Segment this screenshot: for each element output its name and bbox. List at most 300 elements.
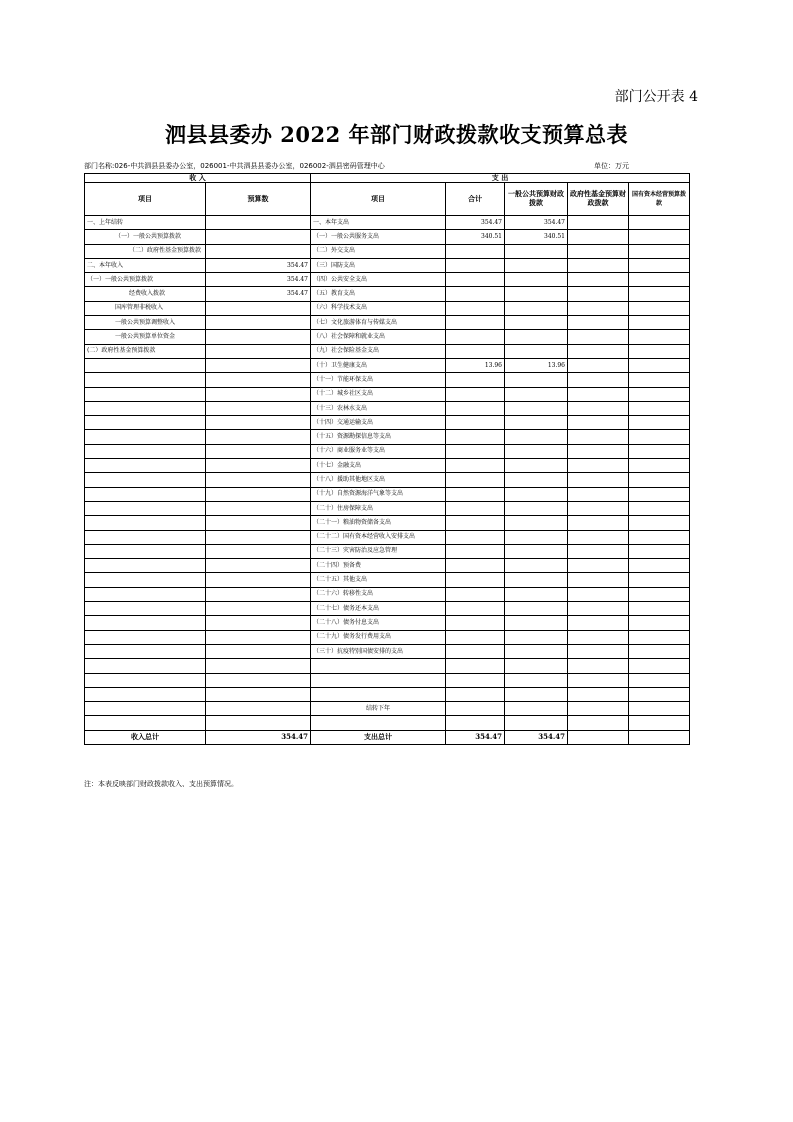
gov-fund-cell bbox=[568, 716, 629, 730]
state-capital-cell bbox=[629, 416, 690, 430]
gov-fund-cell bbox=[568, 244, 629, 258]
expense-item-cell bbox=[311, 716, 446, 730]
income-budget-cell bbox=[206, 244, 311, 258]
table-row bbox=[85, 501, 690, 515]
gov-fund-cell bbox=[568, 258, 629, 272]
income-budget-cell: 354.47 bbox=[206, 287, 311, 301]
income-item-cell: 国库管理非税收入 bbox=[85, 301, 206, 315]
total-cell bbox=[446, 416, 505, 430]
general-budget-cell bbox=[505, 673, 568, 687]
table-row bbox=[85, 573, 690, 587]
income-budget-cell: 354.47 bbox=[206, 258, 311, 272]
state-capital-cell bbox=[629, 616, 690, 630]
expense-item-cell bbox=[311, 687, 446, 701]
header-income-item: 项目 bbox=[85, 183, 206, 216]
table-row bbox=[85, 430, 690, 444]
general-budget-cell: 340.51 bbox=[505, 230, 568, 244]
state-capital-cell bbox=[629, 358, 690, 372]
gov-fund-cell bbox=[568, 673, 629, 687]
state-capital-cell bbox=[629, 344, 690, 358]
expense-item-cell: （十二）城乡社区支出 bbox=[311, 387, 446, 401]
total-cell bbox=[446, 344, 505, 358]
gov-fund-cell bbox=[568, 230, 629, 244]
total-cell bbox=[446, 444, 505, 458]
general-budget-cell bbox=[505, 287, 568, 301]
general-budget-cell bbox=[505, 401, 568, 415]
state-capital-cell bbox=[629, 216, 690, 230]
income-total-label: 收入总计 bbox=[85, 730, 206, 744]
state-capital-cell bbox=[629, 573, 690, 587]
state-capital-cell bbox=[629, 487, 690, 501]
income-budget-cell bbox=[206, 673, 311, 687]
general-budget-cell bbox=[505, 559, 568, 573]
state-capital-cell bbox=[629, 673, 690, 687]
total-cell: 13.96 bbox=[446, 358, 505, 372]
table-row bbox=[85, 287, 690, 301]
income-item-cell: 一般公共预算单位资金 bbox=[85, 330, 206, 344]
income-budget-cell bbox=[206, 301, 311, 315]
income-budget-cell bbox=[206, 559, 311, 573]
expense-item-cell: 结转下年 bbox=[311, 702, 446, 716]
gov-fund-cell bbox=[568, 544, 629, 558]
gov-fund-cell bbox=[568, 444, 629, 458]
expense-item-cell: （二十三）灾害防治及应急管理 bbox=[311, 544, 446, 558]
total-cell bbox=[446, 273, 505, 287]
expense-item-cell: （十六）商业服务业等支出 bbox=[311, 444, 446, 458]
expense-item-cell: （九）社会保险基金支出 bbox=[311, 344, 446, 358]
expense-item-cell: （二十六）转移性支出 bbox=[311, 587, 446, 601]
table-row bbox=[85, 258, 690, 272]
table-row bbox=[85, 602, 690, 616]
income-item-cell: 二、本年收入 bbox=[85, 258, 206, 272]
income-budget-cell bbox=[206, 216, 311, 230]
table-row bbox=[85, 273, 690, 287]
gov-fund-cell bbox=[568, 644, 629, 658]
gov-fund-cell bbox=[568, 387, 629, 401]
general-budget-cell bbox=[505, 444, 568, 458]
state-capital-cell bbox=[629, 459, 690, 473]
table-row bbox=[85, 673, 690, 687]
income-item-cell bbox=[85, 487, 206, 501]
page-tag: 部门公开表 4 bbox=[614, 89, 698, 105]
header-state-capital: 国有资本经营预算拨款 bbox=[629, 183, 690, 216]
state-capital-cell bbox=[629, 230, 690, 244]
table-row bbox=[85, 216, 690, 230]
general-budget-cell bbox=[505, 244, 568, 258]
table-row bbox=[85, 401, 690, 415]
income-budget-cell bbox=[206, 587, 311, 601]
total-cell bbox=[446, 559, 505, 573]
general-budget-cell: 354.47 bbox=[505, 216, 568, 230]
gov-fund-cell bbox=[568, 273, 629, 287]
income-item-cell bbox=[85, 559, 206, 573]
general-budget-cell bbox=[505, 330, 568, 344]
income-budget-cell bbox=[206, 501, 311, 515]
income-budget-cell bbox=[206, 387, 311, 401]
expense-total-value: 354.47 bbox=[446, 730, 505, 744]
total-cell bbox=[446, 716, 505, 730]
header-expense-item: 项目 bbox=[311, 183, 446, 216]
state-capital-cell bbox=[629, 330, 690, 344]
gov-fund-cell bbox=[568, 344, 629, 358]
table-row bbox=[85, 487, 690, 501]
total-cell bbox=[446, 330, 505, 344]
state-capital-cell bbox=[629, 316, 690, 330]
income-budget-cell bbox=[206, 344, 311, 358]
state-capital-cell bbox=[629, 559, 690, 573]
income-item-cell: (二）政府性基金预算拨款 bbox=[85, 344, 206, 358]
income-item-cell: （一）一般公共预算拨款 bbox=[85, 273, 206, 287]
state-capital-cell bbox=[629, 287, 690, 301]
general-budget-cell bbox=[505, 516, 568, 530]
expense-item-cell: （二十四）预备费 bbox=[311, 559, 446, 573]
income-item-cell: 经费收入拨款 bbox=[85, 287, 206, 301]
header-income-budget: 预算数 bbox=[206, 183, 311, 216]
expense-item-cell: （十）卫生健康支出 bbox=[311, 358, 446, 372]
general-budget-cell bbox=[505, 487, 568, 501]
table-row bbox=[85, 587, 690, 601]
state-capital-cell bbox=[629, 530, 690, 544]
footnote: 注：本表反映部门财政拨款收入、支出预算情况。 bbox=[84, 780, 238, 788]
state-capital-cell bbox=[629, 473, 690, 487]
gov-fund-cell bbox=[568, 416, 629, 430]
general-budget-cell bbox=[505, 273, 568, 287]
general-budget-cell bbox=[505, 602, 568, 616]
table-meta bbox=[84, 160, 689, 172]
income-item-cell bbox=[85, 401, 206, 415]
total-cell: 354.47 bbox=[446, 216, 505, 230]
gov-fund-cell bbox=[568, 687, 629, 701]
general-budget-cell bbox=[505, 544, 568, 558]
total-cell bbox=[446, 501, 505, 515]
total-cell bbox=[446, 301, 505, 315]
gov-fund-cell bbox=[568, 587, 629, 601]
state-capital-cell bbox=[629, 373, 690, 387]
gov-fund-total-value bbox=[568, 730, 629, 744]
total-cell bbox=[446, 473, 505, 487]
total-cell bbox=[446, 530, 505, 544]
general-budget-cell bbox=[505, 387, 568, 401]
total-cell bbox=[446, 544, 505, 558]
general-budget-cell bbox=[505, 644, 568, 658]
income-item-cell bbox=[85, 716, 206, 730]
general-budget-cell bbox=[505, 659, 568, 673]
department-name: 部门名称:026-中共泗县县委办公室，026001-中共泗县县委办公室，026002-泗县密码管理中心 bbox=[84, 162, 385, 170]
header-gov-fund: 政府性基金预算财政拨款 bbox=[568, 183, 629, 216]
section-expense: 支 出 bbox=[311, 174, 690, 183]
income-budget-cell bbox=[206, 459, 311, 473]
state-capital-cell bbox=[629, 516, 690, 530]
income-item-cell bbox=[85, 573, 206, 587]
gov-fund-cell bbox=[568, 473, 629, 487]
state-capital-total-value bbox=[629, 730, 690, 744]
general-budget-cell bbox=[505, 373, 568, 387]
income-item-cell bbox=[85, 459, 206, 473]
general-budget-cell bbox=[505, 258, 568, 272]
income-budget-cell bbox=[206, 602, 311, 616]
state-capital-cell bbox=[629, 544, 690, 558]
income-budget-cell bbox=[206, 330, 311, 344]
table-row bbox=[85, 358, 690, 372]
general-budget-cell bbox=[505, 501, 568, 515]
table-row bbox=[85, 473, 690, 487]
total-cell bbox=[446, 659, 505, 673]
expense-item-cell: （十九）自然资源海洋气象等支出 bbox=[311, 487, 446, 501]
total-cell bbox=[446, 673, 505, 687]
income-item-cell bbox=[85, 602, 206, 616]
expense-item-cell: （七）文化旅游体育与传媒支出 bbox=[311, 316, 446, 330]
income-item-cell bbox=[85, 687, 206, 701]
income-item-cell bbox=[85, 644, 206, 658]
general-budget-cell bbox=[505, 573, 568, 587]
section-income: 收 入 bbox=[85, 174, 311, 183]
total-cell bbox=[446, 373, 505, 387]
unit-label: 单位：万元 bbox=[594, 162, 629, 170]
expense-item-cell: （二十二）国有资本经营收入安排支出 bbox=[311, 530, 446, 544]
page-title: 泗县县委办 2022 年部门财政拨款收支预算总表 bbox=[164, 122, 629, 147]
income-item-cell bbox=[85, 516, 206, 530]
income-budget-cell bbox=[206, 644, 311, 658]
expense-item-cell: （十八）援助其他地区支出 bbox=[311, 473, 446, 487]
gov-fund-cell bbox=[568, 330, 629, 344]
total-cell bbox=[446, 516, 505, 530]
income-budget-cell bbox=[206, 473, 311, 487]
total-cell bbox=[446, 487, 505, 501]
general-budget-cell bbox=[505, 459, 568, 473]
income-item-cell bbox=[85, 501, 206, 515]
table-row bbox=[85, 373, 690, 387]
income-budget-cell bbox=[206, 616, 311, 630]
expense-item-cell: （十一）节能环保支出 bbox=[311, 373, 446, 387]
expense-item-cell: （一）一般公共服务支出 bbox=[311, 230, 446, 244]
table-row bbox=[85, 387, 690, 401]
general-budget-cell bbox=[505, 430, 568, 444]
income-item-cell bbox=[85, 358, 206, 372]
income-budget-cell bbox=[206, 316, 311, 330]
table-row bbox=[85, 344, 690, 358]
total-cell bbox=[446, 602, 505, 616]
table-row bbox=[85, 459, 690, 473]
table-row bbox=[85, 230, 690, 244]
expense-item-cell: （六）科学技术支出 bbox=[311, 301, 446, 315]
gov-fund-cell bbox=[568, 702, 629, 716]
table-row bbox=[85, 316, 690, 330]
budget-table bbox=[84, 173, 690, 745]
general-budget-cell: 13.96 bbox=[505, 358, 568, 372]
table-row bbox=[85, 516, 690, 530]
income-item-cell bbox=[85, 444, 206, 458]
income-item-cell bbox=[85, 473, 206, 487]
income-budget-cell bbox=[206, 530, 311, 544]
general-budget-cell bbox=[505, 530, 568, 544]
table-row bbox=[85, 244, 690, 258]
general-budget-cell bbox=[505, 616, 568, 630]
table-row bbox=[85, 444, 690, 458]
table-row bbox=[85, 687, 690, 701]
total-cell bbox=[446, 459, 505, 473]
table-row bbox=[85, 630, 690, 644]
income-item-cell bbox=[85, 673, 206, 687]
table-row bbox=[85, 559, 690, 573]
general-budget-cell bbox=[505, 687, 568, 701]
state-capital-cell bbox=[629, 244, 690, 258]
expense-item-cell: （三）国防支出 bbox=[311, 258, 446, 272]
expense-item-cell: （十四）交通运输支出 bbox=[311, 416, 446, 430]
total-cell bbox=[446, 573, 505, 587]
state-capital-cell bbox=[629, 687, 690, 701]
income-item-cell bbox=[85, 630, 206, 644]
income-item-cell: （二）政府性基金预算拨款 bbox=[85, 244, 206, 258]
expense-item-cell: （二十五）其他支出 bbox=[311, 573, 446, 587]
income-item-cell bbox=[85, 616, 206, 630]
gov-fund-cell bbox=[568, 373, 629, 387]
gov-fund-cell bbox=[568, 316, 629, 330]
expense-item-cell bbox=[311, 673, 446, 687]
gov-fund-cell bbox=[568, 530, 629, 544]
state-capital-cell bbox=[629, 387, 690, 401]
gov-fund-cell bbox=[568, 358, 629, 372]
general-budget-cell bbox=[505, 702, 568, 716]
income-budget-cell bbox=[206, 230, 311, 244]
column-header-row bbox=[85, 183, 690, 216]
total-cell bbox=[446, 587, 505, 601]
income-total-value: 354.47 bbox=[206, 730, 311, 744]
total-cell bbox=[446, 630, 505, 644]
income-budget-cell bbox=[206, 416, 311, 430]
total-cell bbox=[446, 401, 505, 415]
expense-total-label: 支出总计 bbox=[311, 730, 446, 744]
income-item-cell: 一般公共预算调整收入 bbox=[85, 316, 206, 330]
gov-fund-cell bbox=[568, 630, 629, 644]
income-item-cell bbox=[85, 373, 206, 387]
income-budget-cell bbox=[206, 573, 311, 587]
state-capital-cell bbox=[629, 602, 690, 616]
table-row bbox=[85, 716, 690, 730]
general-budget-cell bbox=[505, 716, 568, 730]
expense-item-cell: （三十）抗疫特别国债安排的支出 bbox=[311, 644, 446, 658]
table-row bbox=[85, 616, 690, 630]
general-budget-cell bbox=[505, 416, 568, 430]
state-capital-cell bbox=[629, 659, 690, 673]
gov-fund-cell bbox=[568, 602, 629, 616]
gov-fund-cell bbox=[568, 216, 629, 230]
expense-item-cell: （二十八）债务付息支出 bbox=[311, 616, 446, 630]
gov-fund-cell bbox=[568, 287, 629, 301]
expense-item-cell: （二十）住房保障支出 bbox=[311, 501, 446, 515]
total-cell: 340.51 bbox=[446, 230, 505, 244]
state-capital-cell bbox=[629, 273, 690, 287]
income-budget-cell bbox=[206, 373, 311, 387]
expense-item-cell: （二）外交支出 bbox=[311, 244, 446, 258]
income-budget-cell: 354.47 bbox=[206, 273, 311, 287]
income-item-cell bbox=[85, 430, 206, 444]
total-cell bbox=[446, 244, 505, 258]
income-budget-cell bbox=[206, 544, 311, 558]
income-item-cell bbox=[85, 416, 206, 430]
income-item-cell bbox=[85, 587, 206, 601]
income-item-cell bbox=[85, 530, 206, 544]
header-general-budget: 一般公共预算财政拨款 bbox=[505, 183, 568, 216]
state-capital-cell bbox=[629, 702, 690, 716]
income-budget-cell bbox=[206, 487, 311, 501]
gov-fund-cell bbox=[568, 559, 629, 573]
income-item-cell bbox=[85, 387, 206, 401]
state-capital-cell bbox=[629, 430, 690, 444]
general-budget-cell bbox=[505, 301, 568, 315]
table-row bbox=[85, 644, 690, 658]
state-capital-cell bbox=[629, 301, 690, 315]
income-item-cell bbox=[85, 659, 206, 673]
state-capital-cell bbox=[629, 630, 690, 644]
expense-item-cell: （五）教育支出 bbox=[311, 287, 446, 301]
income-budget-cell bbox=[206, 444, 311, 458]
gov-fund-cell bbox=[568, 573, 629, 587]
table-row bbox=[85, 544, 690, 558]
header-total: 合计 bbox=[446, 183, 505, 216]
state-capital-cell bbox=[629, 501, 690, 515]
total-cell bbox=[446, 387, 505, 401]
gov-fund-cell bbox=[568, 659, 629, 673]
expense-item-cell: （十五）资源勘探信息等支出 bbox=[311, 430, 446, 444]
income-budget-cell bbox=[206, 401, 311, 415]
expense-item-cell: （二十七）债务还本支出 bbox=[311, 602, 446, 616]
income-item-cell bbox=[85, 702, 206, 716]
expense-item-cell: （二十一）粮油物资储备支出 bbox=[311, 516, 446, 530]
gov-fund-cell bbox=[568, 301, 629, 315]
table-row bbox=[85, 530, 690, 544]
total-cell bbox=[446, 644, 505, 658]
table-row bbox=[85, 416, 690, 430]
general-budget-cell bbox=[505, 587, 568, 601]
income-item-cell: （一）一般公共预算拨款 bbox=[85, 230, 206, 244]
table-row bbox=[85, 659, 690, 673]
state-capital-cell bbox=[629, 644, 690, 658]
total-cell bbox=[446, 287, 505, 301]
total-cell bbox=[446, 702, 505, 716]
income-budget-cell bbox=[206, 516, 311, 530]
expense-item-cell: （十三）农林水支出 bbox=[311, 401, 446, 415]
state-capital-cell bbox=[629, 258, 690, 272]
gov-fund-cell bbox=[568, 401, 629, 415]
income-budget-cell bbox=[206, 630, 311, 644]
expense-item-cell: （二十九）债务发行费用支出 bbox=[311, 630, 446, 644]
gov-fund-cell bbox=[568, 616, 629, 630]
expense-item-cell: 一、本年支出 bbox=[311, 216, 446, 230]
expense-item-cell: （八）社会保障和就业支出 bbox=[311, 330, 446, 344]
general-budget-cell bbox=[505, 344, 568, 358]
state-capital-cell bbox=[629, 401, 690, 415]
gov-fund-cell bbox=[568, 516, 629, 530]
total-cell bbox=[446, 687, 505, 701]
gov-fund-cell bbox=[568, 501, 629, 515]
income-budget-cell bbox=[206, 687, 311, 701]
income-budget-cell bbox=[206, 716, 311, 730]
total-cell bbox=[446, 258, 505, 272]
expense-item-cell bbox=[311, 659, 446, 673]
table-row bbox=[85, 330, 690, 344]
general-budget-cell bbox=[505, 473, 568, 487]
general-budget-cell bbox=[505, 630, 568, 644]
income-budget-cell bbox=[206, 659, 311, 673]
section-header-row bbox=[85, 174, 690, 183]
state-capital-cell bbox=[629, 587, 690, 601]
state-capital-cell bbox=[629, 716, 690, 730]
expense-item-cell: （十七）金融支出 bbox=[311, 459, 446, 473]
expense-item-cell: （四）公共安全支出 bbox=[311, 273, 446, 287]
income-budget-cell bbox=[206, 430, 311, 444]
total-cell bbox=[446, 430, 505, 444]
total-cell bbox=[446, 616, 505, 630]
